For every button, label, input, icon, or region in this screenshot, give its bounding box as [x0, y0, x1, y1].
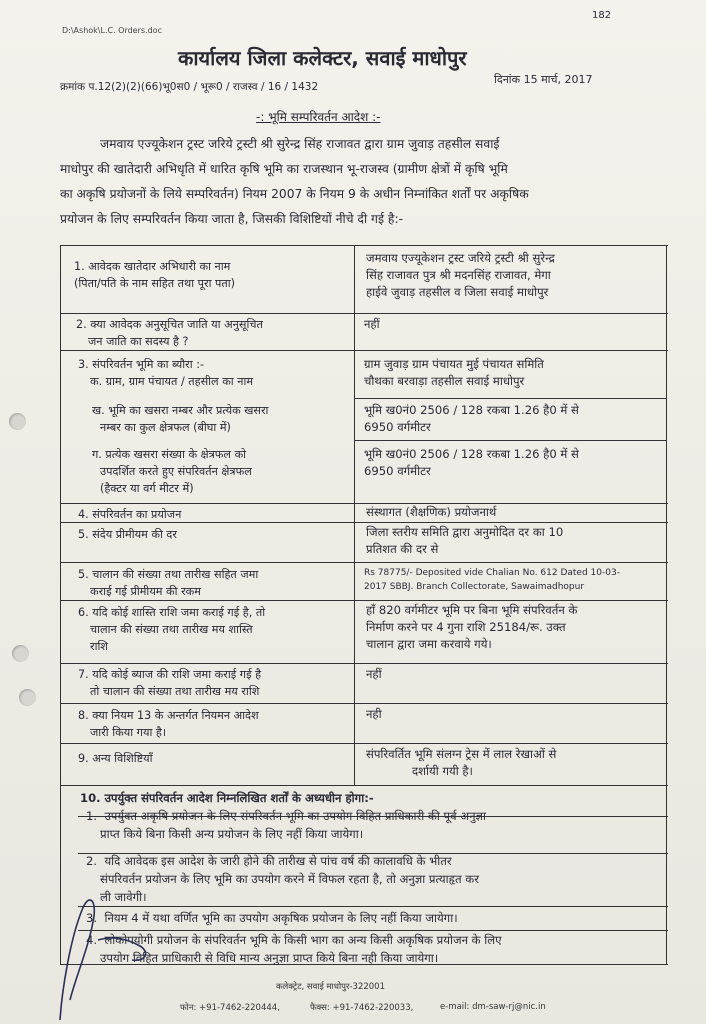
- punch-hole: [12, 645, 29, 662]
- table-cell-label: 1. आवेदक खातेदार अभिधारी का नाम (पिता/पति के नाम सहित तथा पूरा पता): [74, 260, 236, 290]
- table-cell-label: 9. अन्य विशिष्टियाँ: [78, 752, 153, 765]
- reference-number: क्रमांक प.12(2)(2)(66)भू0स0 / भूरू0 / राजस्व / 16 / 1432: [60, 81, 319, 93]
- table-cell-value: संस्थागत (शैक्षणिक) प्रयोजनार्थ: [366, 505, 497, 519]
- footer-fax: फैक्स: +91-7462-220033,: [310, 1003, 414, 1013]
- table-cell-value: ग्राम जुवाड़ ग्राम पंचायत मुई पंचायत समिति चौथका बरवाड़ा तहसील सवाई माधोपुर: [364, 357, 544, 388]
- table-cell-value: नहीं: [366, 667, 382, 681]
- table-cell-label: 7. यदि कोई ब्याज की राशि जमा कराई गई है तो चालान की संख्या तथा तारीख मय राशि: [78, 668, 262, 698]
- table-cell-label: 8. क्या नियम 13 के अन्तर्गत नियमन आदेश जारी किया गया है।: [78, 709, 259, 739]
- order-date: दिनांक 15 मार्च, 2017: [494, 73, 593, 86]
- table-cell-label: 5. संदेय प्रीमीयम की दर: [78, 528, 177, 541]
- condition-item: 3. नियम 4 में यथा वर्णित भूमि का उपयोग अकृषिक प्रयोजन के लिए नहीं किया जायेगा।: [86, 911, 458, 925]
- table-cell-label: ख. भूमि का खसरा नम्बर और प्रत्येक खसरा नम्बर का कुल क्षेत्रफल (बीघा में): [92, 404, 269, 434]
- table-cell-value: Rs 78775/- Deposited vide Chalian No. 612 Dated 10-03- 2017 SBBJ. Branch Collectorate, Sawaimadhopur: [364, 568, 620, 592]
- footer-phone: फोन: +91-7462-220444,: [180, 1003, 280, 1013]
- table-cell-value: हाँ 820 वर्गमीटर भूमि पर बिना भूमि संपरिवर्तन के निर्माण करने पर 4 गुना राशि 25184/रू. उक्त चालान द्वारा जमा करवाये गये।: [366, 603, 578, 651]
- handwritten-signature: [40, 880, 190, 1024]
- table-cell-label: 2. क्या आवेदक अनुसूचित जाति या अनुसूचित जन जाति का सदस्य है ?: [76, 318, 263, 348]
- intro-paragraph: [60, 132, 678, 232]
- intro-line: का अकृषि प्रयोजनों के लिये सम्परिवर्तन) नियम 2007 के नियम 9 के अधीन निम्नांकित शर्तों पर अकृषिक: [60, 187, 529, 201]
- intro-line: प्रयोजन के लिए सम्परिवर्तन किया जाता है, जिसकी विशिष्टियों नीचे दी गई है:-: [60, 212, 404, 226]
- punch-hole: [9, 413, 26, 430]
- table-cell-label: 3. संपरिवर्तन भूमि का ब्यौरा :- क. ग्राम, ग्राम पंचायत / तहसील का नाम: [78, 358, 254, 388]
- table-cell-value: नही: [366, 707, 382, 721]
- order-subject: -: भूमि सम्परिवर्तन आदेश :-: [256, 110, 381, 124]
- table-cell-label: 4. संपरिवर्तन का प्रयोजन: [78, 508, 182, 521]
- table-cell-value: जमवाय एज्यूकेशन ट्रस्ट जरिये ट्रस्टी श्री सुरेन्द्र सिंह राजावत पुत्र श्री मदनसिंह राजावत, मेगा हाईवे जुवाड़ तहसील व जिला सवाई माधोपुर: [366, 251, 555, 299]
- table-cell-label: 6. यदि कोई शास्ति राशि जमा कराई गई है, तो चालान की संख्या तथा तारीख मय शास्ति राशि: [78, 606, 266, 653]
- intro-line: माधोपुर की खातेदारी अभिधृति में धारित कृषि भूमि का राजस्थान भू-राजस्व (ग्रामीण क्षेत्रों में कृषि भूमि: [60, 162, 508, 176]
- table-cell-value: भूमि ख0नं0 2506 / 128 रकबा 1.26 है0 में से 6950 वर्गमीटर: [364, 447, 579, 478]
- punch-hole: [19, 689, 36, 706]
- footer-address: कलेक्ट्रेट, सवाई माधोपुर-322001: [276, 982, 385, 992]
- table-cell-value: संपरिवर्तित भूमि संलग्न ट्रेस में लाल रेखाओं से दर्शायी गयी है।: [366, 747, 557, 778]
- table-cell-value: जिला स्तरीय समिति द्वारा अनुमोदित दर का 10 प्रतिशत की दर से: [366, 525, 564, 556]
- condition-item: 4. लोकोपयोगी प्रयोजन के संपरिवर्तन भूमि के किसी भाग का अन्य किसी अकृषिक प्रयोजन के लिए उपयोग विहित प्राधिकारी से विधि मान्य अनुज्ञा प्राप्त किये बिना नही किया जायेगा।: [86, 933, 502, 965]
- condition-item: 1. उपर्युक्त अकृषि प्रयोजन के लिए संपरिवर्तन भूमि का उपयोग विहित प्राधिकारी की पूर्व अनुज्ञा प्राप्त किये बिना किसी अन्य प्रयोजन के लिए नहीं किया जायेगा।: [86, 809, 486, 841]
- table-cell-label: ग. प्रत्येक खसरा संख्या के क्षेत्रफल को उपदर्शित करते हुए संपरिवर्तन क्षेत्रफल (हैक्टर या वर्ग मीटर में): [92, 448, 252, 495]
- condition-item: 2. यदि आवेदक इस आदेश के जारी होने की तारीख से पांच वर्ष की कालावधि के भीतर संपरिवर्तन प्रयोजन के लिए भूमि का उपयोग करने में विफल रहता है, तो अनुज्ञा प्रत्याहृत कर ली जावेगी।: [86, 854, 479, 904]
- conditions-title: 10. उपर्युक्त संपरिवर्तन आदेश निम्नलिखित शर्तों के अध्यधीन होगा:-: [80, 791, 374, 805]
- page-number: 182: [592, 10, 612, 21]
- table-cell-value: भूमि ख0नं0 2506 / 128 रकबा 1.26 है0 में से 6950 वर्गमीटर: [364, 403, 579, 434]
- intro-line: जमवाय एज्यूकेशन ट्रस्ट जरिये ट्रस्टी श्री सुरेन्द्र सिंह राजावत द्वारा ग्राम जुवाड़ तहसील सवाई: [100, 137, 500, 151]
- file-reference: D:\Ashok\L.C. Orders.doc: [62, 26, 162, 35]
- office-title: कार्यालय जिला कलेक्टर, सवाई माधोपुर: [178, 46, 467, 70]
- table-cell-value: नहीं: [364, 317, 380, 331]
- footer-email: e-mail: dm-saw-rj@nic.in: [440, 1002, 546, 1012]
- table-cell-label: 5. चालान की संख्या तथा तारीख सहित जमा कराई गई प्रीमीयम की रकम: [78, 568, 259, 598]
